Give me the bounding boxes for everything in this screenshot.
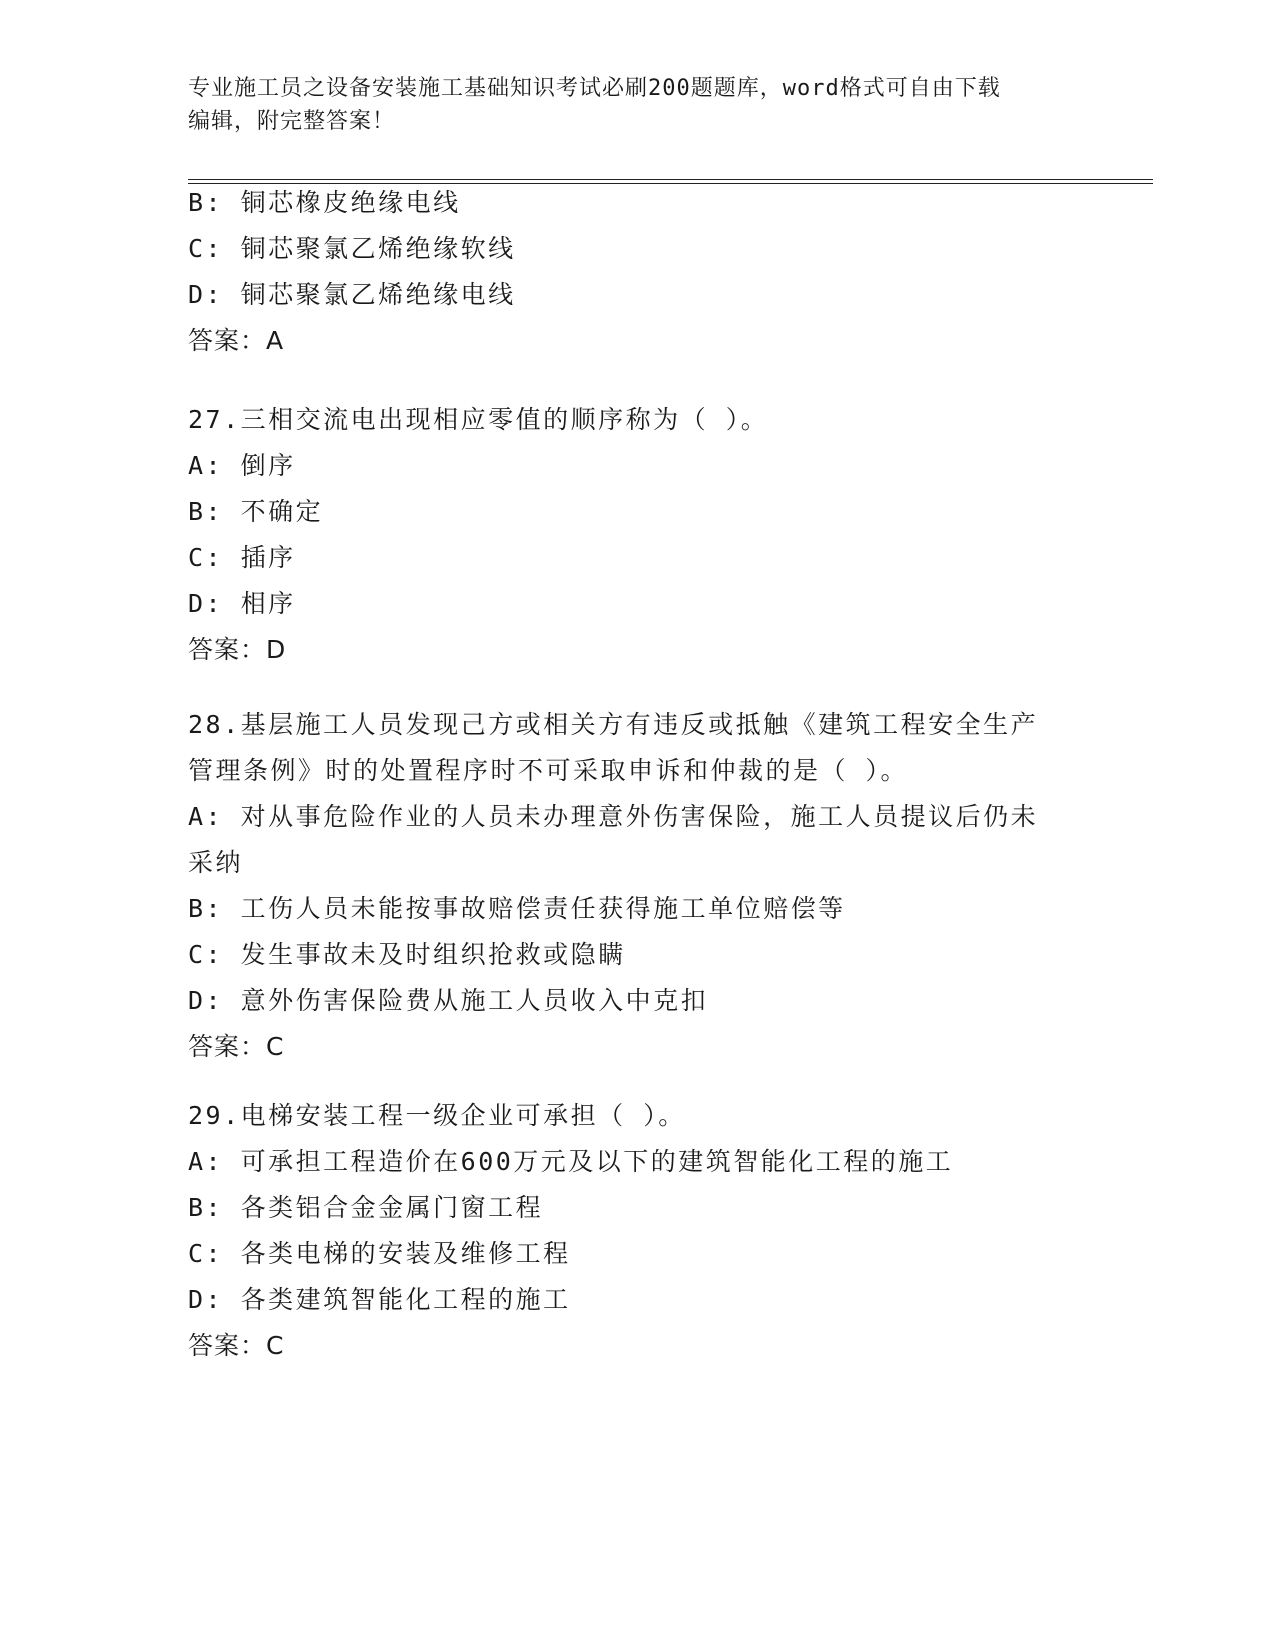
q26-option-c: C: 铜芯聚氯乙烯绝缘软线	[188, 234, 516, 263]
q27-question: 27.三相交流电出现相应零值的顺序称为（ ）。	[188, 405, 769, 434]
q29-answer: 答案：C	[188, 1331, 285, 1360]
question-26-tail	[188, 180, 1088, 364]
q26-option-d: D: 铜芯聚氯乙烯绝缘电线	[188, 280, 516, 309]
q28-option-b: B: 工伤人员未能按事故赔偿责任获得施工单位赔偿等	[188, 894, 846, 923]
q28-option-c: C: 发生事故未及时组织抢救或隐瞒	[188, 940, 626, 969]
question-28	[188, 702, 1088, 1070]
q29-option-b: B: 各类铝合金金属门窗工程	[188, 1193, 544, 1222]
q28-question-line2: 管理条例》时的处置程序时不可采取申诉和仲裁的是（ ）。	[188, 756, 909, 785]
q29-option-a: A: 可承担工程造价在600万元及以下的建筑智能化工程的施工	[188, 1147, 954, 1176]
q28-answer: 答案：C	[188, 1032, 285, 1061]
q26-option-b: B: 铜芯橡皮绝缘电线	[188, 188, 461, 217]
q29-option-c: C: 各类电梯的安装及维修工程	[188, 1239, 571, 1268]
q29-question: 29.电梯安装工程一级企业可承担（ ）。	[188, 1101, 686, 1130]
q27-option-c: C: 插序	[188, 543, 296, 572]
q27-option-b: B: 不确定	[188, 497, 324, 526]
q27-option-d: D: 相序	[188, 589, 296, 618]
q27-option-a: A: 倒序	[188, 451, 296, 480]
question-29	[188, 1093, 1088, 1369]
header-title-line1: 专业施工员之设备安装施工基础知识考试必刷200题题库，word格式可自由下载	[188, 76, 1001, 101]
q29-option-d: D: 各类建筑智能化工程的施工	[188, 1285, 571, 1314]
page-header	[188, 72, 1088, 138]
q28-question-line1: 28.基层施工人员发现己方或相关方有违反或抵触《建筑工程安全生产	[188, 710, 1039, 739]
q28-option-a-line1: A: 对从事危险作业的人员未办理意外伤害保险，施工人员提议后仍未	[188, 802, 1039, 831]
q28-option-a-line2: 采纳	[188, 848, 244, 877]
q27-answer: 答案：D	[188, 635, 287, 664]
header-title-line2: 编辑，附完整答案！	[188, 109, 396, 134]
q28-option-d: D: 意外伤害保险费从施工人员收入中克扣	[188, 986, 709, 1015]
question-27	[188, 397, 1088, 673]
q26-answer: 答案：A	[188, 326, 285, 355]
